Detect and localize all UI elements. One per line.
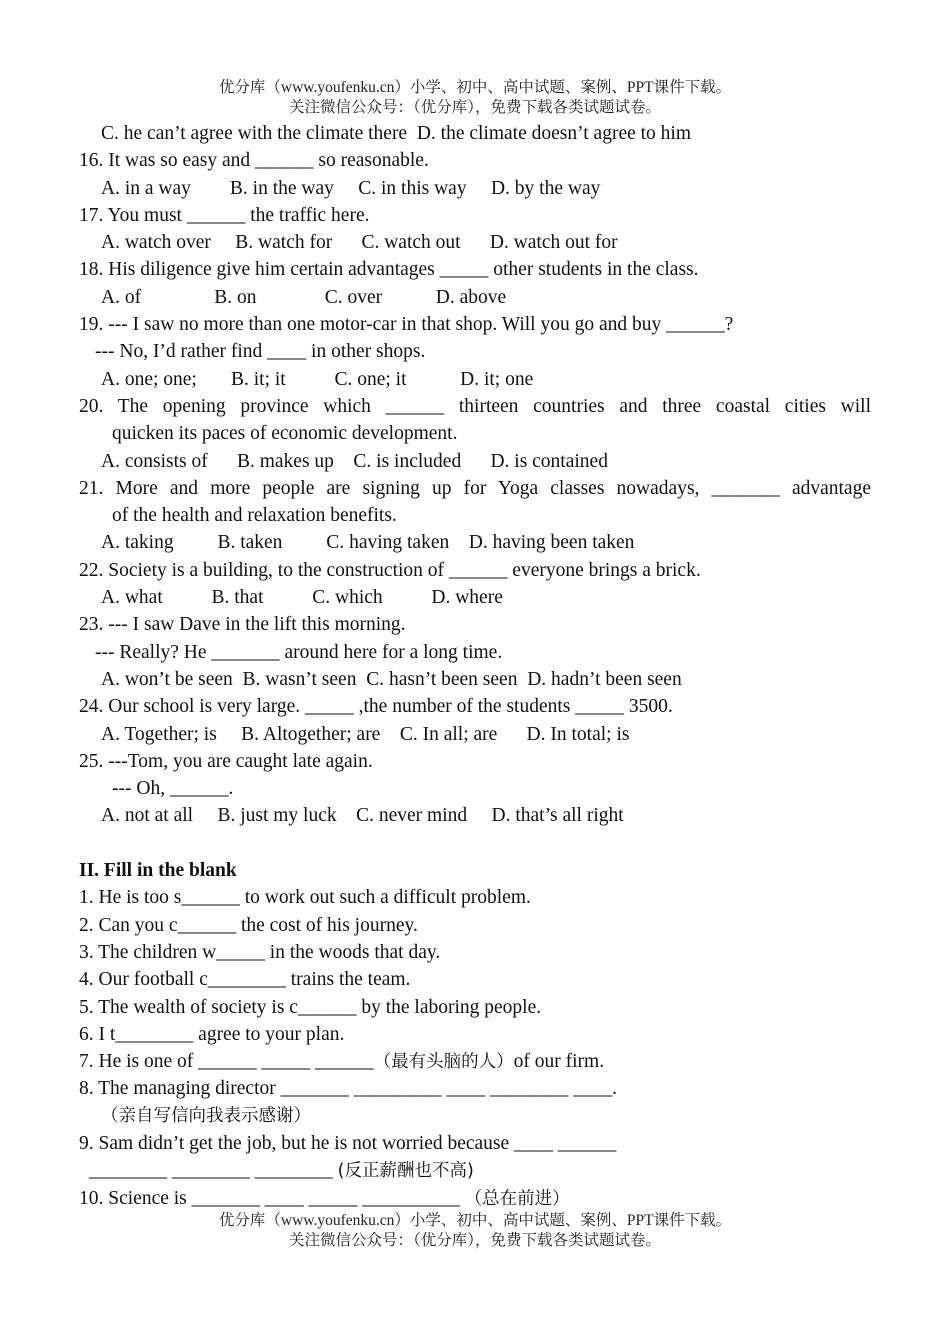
q23-stem-reply: --- Really? He _______ around here for a long time. — [95, 641, 503, 663]
q25-stem-reply: --- Oh, ______. — [112, 778, 234, 800]
fill-item-7 — [79, 1048, 871, 1075]
fill-item-9: 9. Sam didn’t get the job, but he is not worried because ____ ______ — [79, 1132, 617, 1154]
q19-stem: 19. --- I saw no more than one motor-car in that shop. Will you go and buy ______? — [79, 314, 734, 336]
q21-stem: 21. More and more people are signing up for Yoga classes nowadays, _______ advantage — [79, 477, 871, 499]
q20-stem: 20. The opening province which ______ thirteen countries and three coastal cities will — [79, 395, 871, 417]
footer-line-1: 优分库（www.youfenku.cn）小学、初中、高中试题、案例、PPT课件下载。 — [218, 1212, 732, 1229]
q25-options: A. not at all B. just my luck C. never mind D. that’s all right — [101, 805, 624, 827]
page-footer — [0, 1211, 950, 1251]
q20-stem-cont: quicken its paces of economic development. — [112, 423, 458, 445]
fill-item-7-text: 7. He is one of ______ _____ ______ — [79, 1051, 374, 1073]
q22-options: A. what B. that C. which D. where — [101, 587, 503, 609]
q18-options: A. of B. on C. over D. above — [101, 286, 507, 308]
q16-stem: 16. It was so easy and ______ so reasonable. — [79, 150, 429, 172]
footer-line-2: 关注微信公众号：（优分库），免费下载各类试题试卷。 — [288, 1232, 661, 1249]
section-spacer — [79, 830, 871, 857]
fill-item-8: 8. The managing director _______ _________ ____ ________ ____. — [79, 1078, 617, 1100]
q21-stem-cont: of the health and relaxation benefits. — [112, 505, 397, 527]
fill-item-1: 1. He is too s______ to work out such a difficult problem. — [79, 887, 531, 909]
fill-item-7-hint: （最有头脑的人） — [373, 1052, 514, 1073]
page-header — [0, 78, 950, 118]
fill-item-9-blanks: ________ ________ ________ — [89, 1160, 338, 1182]
q17-options: A. watch over B. watch for C. watch out D. watch out for — [101, 232, 618, 254]
q24-options: A. Together; is B. Altogether; are C. In all; are D. In total; is — [101, 723, 630, 745]
fill-item-5: 5. The wealth of society is c______ by the laboring people. — [79, 996, 542, 1018]
fill-item-4: 4. Our football c________ trains the team. — [79, 969, 411, 991]
q19-stem-reply: --- No, I’d rather find ____ in other shops. — [95, 341, 426, 363]
q25-stem: 25. ---Tom, you are caught late again. — [79, 750, 373, 772]
q24-stem: 24. Our school is very large. _____ ,the number of the students _____ 3500. — [79, 696, 673, 718]
fill-item-9-hint: (反正薪酬也不高) — [337, 1161, 474, 1182]
header-line-2: 关注微信公众号：（优分库），免费下载各类试题试卷。 — [288, 99, 661, 116]
q18-stem: 18. His diligence give him certain advantages _____ other students in the class. — [79, 259, 699, 281]
fill-item-10-text: 10. Science is _______ ____ _____ __________ — [79, 1187, 465, 1209]
fill-item-8-hint: （亲自写信向我表示感谢） — [101, 1105, 311, 1126]
fill-item-2: 2. Can you c______ the cost of his journey. — [79, 914, 418, 936]
fill-item-9-cont — [79, 1157, 871, 1184]
fill-item-10-hint: （总在前进） — [464, 1188, 570, 1209]
section-2-title: II. Fill in the blank — [79, 860, 237, 882]
q15-options: C. he can’t agree with the climate there D. the climate doesn’t agree to him — [101, 123, 692, 144]
worksheet-body — [79, 120, 871, 1212]
fill-item-3: 3. The children w_____ in the woods that day. — [79, 941, 441, 963]
q16-options: A. in a way B. in the way C. in this way D. by the way — [101, 177, 601, 199]
fill-item-6: 6. I t________ agree to your plan. — [79, 1023, 345, 1045]
q17-stem: 17. You must ______ the traffic here. — [79, 204, 370, 226]
q23-options: A. won’t be seen B. wasn’t seen C. hasn’t been seen D. hadn’t been seen — [101, 668, 682, 690]
q20-options: A. consists of B. makes up C. is included D. is contained — [101, 450, 608, 472]
q21-options: A. taking B. taken C. having taken D. having been taken — [101, 532, 635, 554]
fill-item-7-tail: of our firm. — [513, 1051, 605, 1073]
q23-stem: 23. --- I saw Dave in the lift this morning. — [79, 614, 406, 636]
q19-options: A. one; one; B. it; it C. one; it D. it; one — [101, 368, 534, 390]
header-line-1: 优分库（www.youfenku.cn）小学、初中、高中试题、案例、PPT课件下载。 — [218, 79, 732, 96]
fill-item-10 — [79, 1185, 871, 1212]
q22-stem: 22. Society is a building, to the construction of ______ everyone brings a brick. — [79, 559, 701, 581]
